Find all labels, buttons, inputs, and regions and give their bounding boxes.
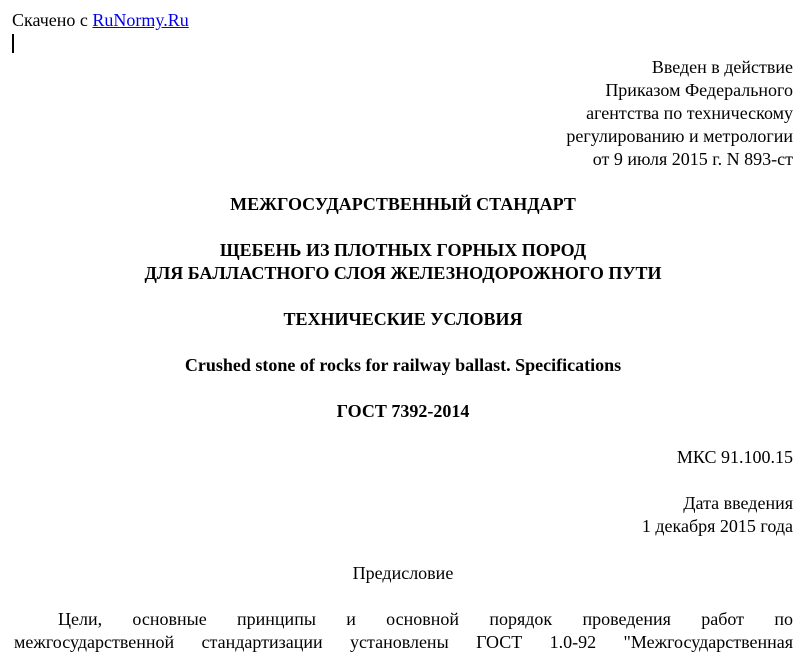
- enactment-line-1: Введен в действие: [651, 57, 793, 77]
- standard-type-heading: МЕЖГОСУДАРСТВЕННЫЙ СТАНДАРТ: [230, 194, 576, 214]
- text-cursor: [12, 34, 14, 53]
- standard-name-line-1: ЩЕБЕНЬ ИЗ ПЛОТНЫХ ГОРНЫХ ПОРОД: [219, 240, 587, 260]
- runormy-link[interactable]: RuNormy.Ru: [92, 10, 189, 30]
- preface-line-2: межгосударственной стандартизации установлены ГОСТ 1.0-92 "Межгосударственная: [14, 632, 793, 652]
- enactment-line-3: агентства по техническому: [586, 103, 793, 123]
- mks-code: МКС 91.100.15: [676, 447, 793, 467]
- download-prefix: Скачено с: [12, 10, 88, 30]
- enactment-line-4: регулированию и метрологии: [566, 126, 793, 146]
- enactment-line-2: Приказом Федерального: [605, 80, 793, 100]
- standard-subtitle: ТЕХНИЧЕСКИЕ УСЛОВИЯ: [283, 309, 523, 329]
- effective-date-label: Дата введения: [683, 493, 793, 513]
- standard-name-line-2: ДЛЯ БАЛЛАСТНОГО СЛОЯ ЖЕЛЕЗНОДОРОЖНОГО ПУТИ: [144, 263, 662, 283]
- effective-date-value: 1 декабря 2015 года: [641, 516, 793, 536]
- download-source: [12, 9, 189, 32]
- gost-code: ГОСТ 7392-2014: [336, 401, 470, 421]
- english-title: Crushed stone of rocks for railway ballast. Specifications: [184, 355, 622, 375]
- enactment-line-5: от 9 июля 2015 г. N 893-ст: [592, 149, 793, 169]
- preface-heading: Предисловие: [352, 563, 454, 583]
- preface-line-1: Цели, основные принципы и основной порядок проведения работ по: [58, 609, 793, 629]
